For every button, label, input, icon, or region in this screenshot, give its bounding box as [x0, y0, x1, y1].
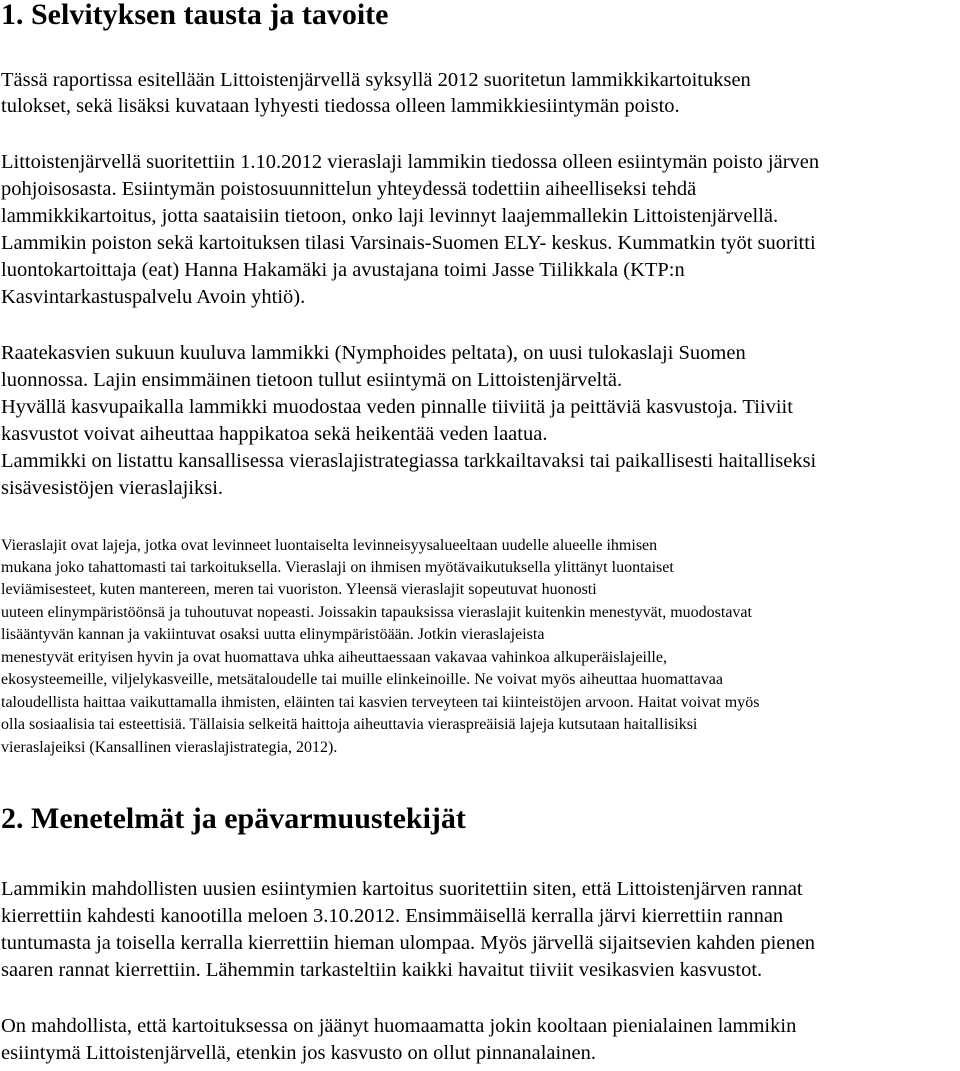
paragraph-line: sisävesistöjen vieraslajiksi.: [1, 477, 224, 499]
paragraph-line: Hyvällä kasvupaikalla lammikki muodostaa veden pinnalle tiiviitä ja peittäviä kasvustoja. Tiiviit: [1, 396, 793, 418]
paragraph-line: Lammikin mahdollisten uusien esiintymien kartoitus suoritettiin siten, että Littoistenjärven rannat: [1, 878, 803, 900]
paragraph-line: esiintymä Littoistenjärvellä, etenkin jos kasvusto on ollut pinnanalainen.: [1, 1042, 596, 1064]
paragraph-line: kierrettiin kahdesti kanootilla meloen 3.10.2012. Ensimmäisellä kerralla järvi kierrettiin rannan: [1, 905, 784, 927]
paragraph-line: lammikkikartoitus, jotta saataisiin tietoon, onko laji levinnyt laajemmallekin Littoistenjärvellä.: [1, 205, 779, 227]
section-2-heading: 2. Menetelmät ja epävarmuustekijät: [1, 802, 466, 835]
paragraph-line: Lammikin poiston sekä kartoituksen tilasi Varsinais-Suomen ELY- keskus. Kummatkin työt suoritti: [1, 232, 816, 254]
paragraph-line: saaren rannat kierrettiin. Lähemmin tarkasteltiin kaikki havaitut tiiviit vesikasvien kasvustot.: [1, 959, 763, 981]
note-line: Vieraslajit ovat lajeja, jotka ovat levinneet luontaiselta levinneisyysalueeltaan uudelle alueelle ihmisen: [1, 537, 658, 554]
paragraph-line: Kasvintarkastuspalvelu Avoin yhtiö).: [1, 286, 306, 308]
section-1-heading: 1. Selvityksen tausta ja tavoite: [1, 0, 389, 31]
paragraph-line: luontokartoittaja (eat) Hanna Hakamäki ja avustajana toimi Jasse Tiilikkala (KTP:n: [1, 259, 685, 281]
note-line: menestyvät erityisen hyvin ja ovat huomattava uhka aiheuttaessaan vakavaa vahinkoa alkuperäislajeille,: [1, 649, 667, 666]
note-line: lisääntyvän kannan ja vakiintuvat osaksi uutta elinympäristöään. Jotkin vieraslajeista: [1, 626, 545, 643]
paragraph-line: tuntumasta ja toisella kerralla kierrettiin hieman ulompaa. Myös järvellä sijaitsevien kahden pienen: [1, 932, 816, 954]
paragraph-line: On mahdollista, että kartoituksessa on jäänyt huomaamatta jokin kooltaan pienialainen lammikin: [1, 1015, 797, 1037]
paragraph-line: Raatekasvien sukuun kuuluva lammikki (Nymphoides peltata), on uusi tulokaslaji Suomen: [1, 342, 746, 364]
note-line: mukana joko tahattomasti tai tarkoituksella. Vieraslaji on ihmisen myötävaikutuksella ylittänyt luontaiset: [1, 559, 674, 576]
paragraph-line: luonnossa. Lajin ensimmäinen tietoon tullut esiintymä on Littoistenjärveltä.: [1, 369, 623, 391]
paragraph-line: Lammikki on listattu kansallisessa vieraslajistrategiassa tarkkailtavaksi tai paikallisesti haitalliseksi: [1, 450, 817, 472]
paragraph-line: Tässä raportissa esitellään Littoistenjärvellä syksyllä 2012 suoritetun lammikkikartoituksen: [1, 69, 751, 91]
paragraph-line: kasvustot voivat aiheuttaa happikatoa sekä heikentää veden laatua.: [1, 423, 548, 445]
note-line: uuteen elinympäristöönsä ja tuhoutuvat nopeasti. Joissakin tapauksissa vieraslajit kuitenkin menestyvät, muodostavat: [1, 604, 752, 621]
note-line: taloudellista haittaa vaikuttamalla ihmisten, eläinten tai kasvien terveyteen tai kiinteistöjen arvoon. Haitat voivat myös: [1, 694, 760, 711]
paragraph-line: Littoistenjärvellä suoritettiin 1.10.2012 vieraslaji lammikin tiedossa olleen esiintymän poisto järven: [1, 151, 820, 173]
paragraph-line: tulokset, sekä lisäksi kuvataan lyhyesti tiedossa olleen lammikkiesiintymän poisto.: [1, 95, 680, 117]
note-line: ekosysteemeille, viljelykasveille, metsätaloudelle tai muille elinkeinoille. Ne voivat myös aiheuttaa huomattavaa: [1, 671, 723, 688]
note-line: leviämisesteet, kuten mantereen, meren tai vuoriston. Yleensä vieraslajit sopeutuvat huonosti: [1, 581, 597, 598]
note-line: vieraslajeiksi (Kansallinen vieraslajistrategia, 2012).: [1, 739, 338, 756]
note-line: olla sosiaalisia tai esteettisiä. Tällaisia selkeitä haittoja aiheuttavia vieraspreäisiä lajeja kutsutaan haitallisiksi: [1, 716, 698, 733]
paragraph-line: pohjoisosasta. Esiintymän poistosuunnittelun yhteydessä todettiin aiheelliseksi tehdä: [1, 178, 697, 200]
